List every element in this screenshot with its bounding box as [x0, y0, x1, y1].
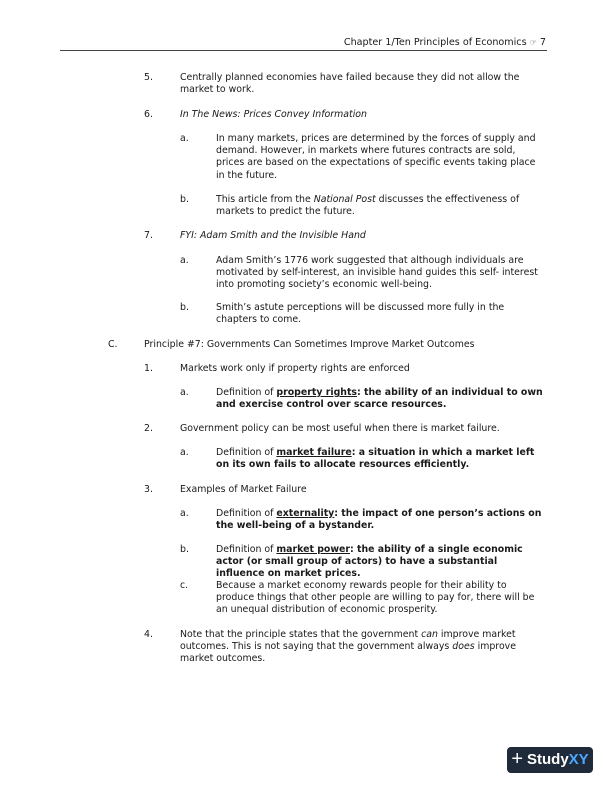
publication-name: National Post [313, 194, 376, 205]
item-label: b. [180, 194, 189, 205]
item-label: 7. [144, 230, 153, 241]
header-rule [60, 50, 547, 51]
item-label: 3. [144, 484, 153, 495]
plus-icon: + [511, 748, 523, 770]
item-text: Principle #7: Governments Can Sometimes Improve Market Outcomes [144, 339, 475, 350]
logo-text-xy: XY [568, 750, 589, 768]
item-label: a. [180, 508, 189, 519]
item-text: Centrally planned economies have failed because they did not allow the market to work. [180, 72, 520, 96]
item-label: b. [180, 302, 189, 313]
item-text: Examples of Market Failure [180, 484, 307, 495]
item-label: C. [108, 339, 118, 350]
item-label: 5. [144, 72, 153, 83]
defined-term: property rights [276, 387, 358, 398]
page-number: 7 [539, 37, 546, 48]
item-label: a. [180, 387, 189, 398]
item-label: 6. [144, 109, 153, 120]
item-label: a. [180, 255, 189, 266]
definition-text: Definition of market power: the ability of a single economic actor (or small group of actors) to have a substantial influence on market prices. [216, 544, 523, 580]
definition-text: Definition of externality: the impact of one person’s actions on the well-being of a bystander. [216, 508, 542, 532]
item-label: b. [180, 544, 189, 555]
chapter-title: Chapter 1/Ten Principles of Economics [343, 37, 527, 48]
logo-text-study: Study [527, 750, 569, 768]
item-text: This article from the National Post discusses the effectiveness of markets to predict the future. [216, 194, 520, 218]
item-text: Because a market economy rewards people for their ability to produce things that other people are willing to pay for, there will be an unequal distribution of economic prosperity. [216, 580, 535, 616]
running-header [60, 37, 546, 49]
item-label: a. [180, 447, 189, 458]
item-text: Smith’s astute perceptions will be discussed more fully in the chapters to come. [216, 302, 505, 326]
studyxy-logo [507, 747, 593, 773]
item-text: Adam Smith’s 1776 work suggested that although individuals are motivated by self-interest, an invisible hand guides this self- interest into promoting society’s economic well-being. [216, 255, 538, 291]
item-label: c. [180, 580, 189, 591]
definition-text: Definition of property rights: the ability of an individual to own and exercise control over scarce resources. [216, 387, 543, 411]
definition-text: Definition of market failure: a situation in which a market left on its own fails to allocate resources efficiently. [216, 447, 535, 471]
item-label: 2. [144, 423, 153, 434]
item-text: In many markets, prices are determined by the forces of supply and demand. However, in markets where futures contracts are sold, prices are based on the expectations of specific events taking place in the future. [216, 133, 536, 181]
defined-term: market failure [276, 447, 352, 458]
defined-term: externality [276, 508, 335, 519]
item-text: Markets work only if property rights are enforced [180, 363, 410, 374]
pointing-hand-icon: ☞ [529, 38, 537, 47]
item-label: 4. [144, 629, 153, 640]
item-label: a. [180, 133, 189, 144]
item-label: 1. [144, 363, 153, 374]
item-text: In The News: Prices Convey Information [180, 109, 367, 120]
item-text: Note that the principle states that the government can improve market outcomes. This is not saying that the government always does improve market outcomes. [180, 629, 516, 665]
defined-term: market power [276, 544, 351, 555]
item-text: FYI: Adam Smith and the Invisible Hand [180, 230, 366, 241]
item-text: Government policy can be most useful when there is market failure. [180, 423, 500, 434]
